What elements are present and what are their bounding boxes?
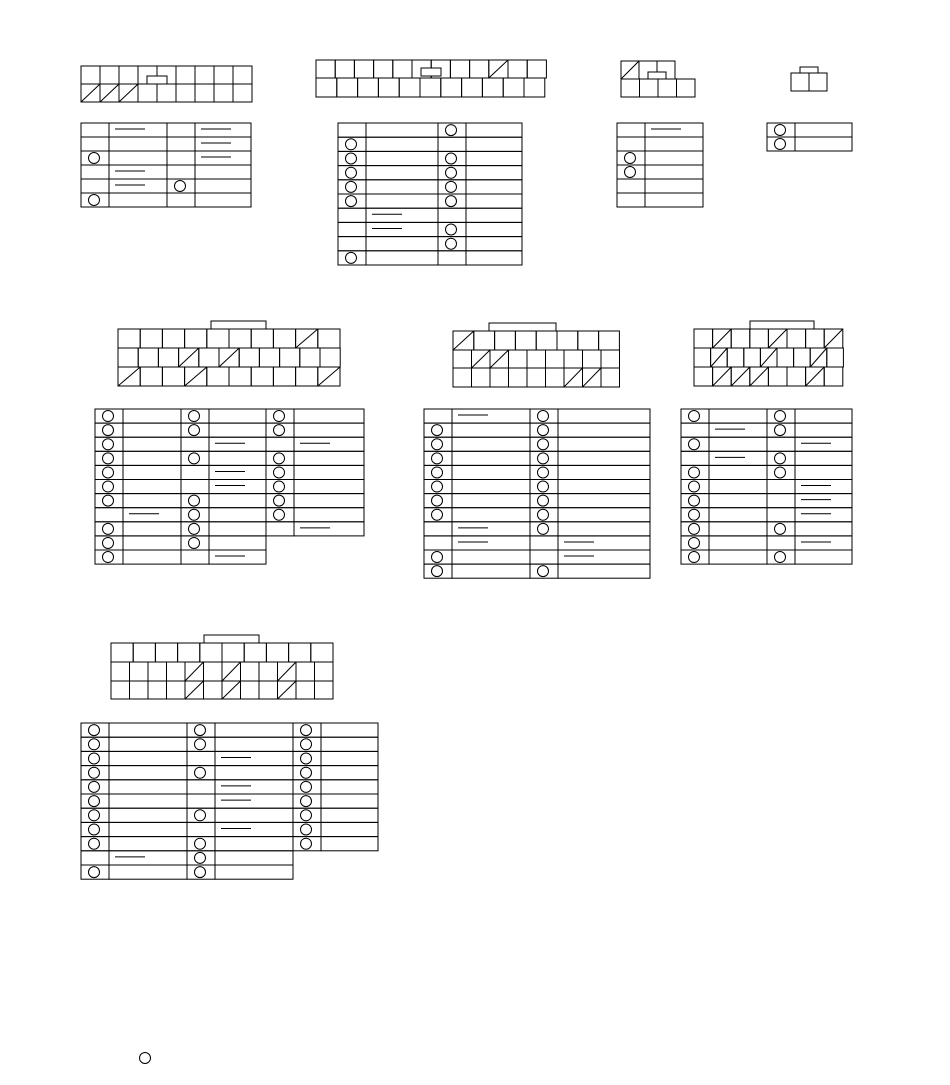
lock-key-tab [489,323,556,331]
lock-key-tab [204,635,259,643]
lock-key-tab [800,67,818,73]
lock-key-tab [421,68,441,76]
lock-key-tab [211,321,266,329]
lock-key-tab [750,321,814,329]
lock-key-tab [147,76,167,84]
lock-key-tab [648,72,666,79]
